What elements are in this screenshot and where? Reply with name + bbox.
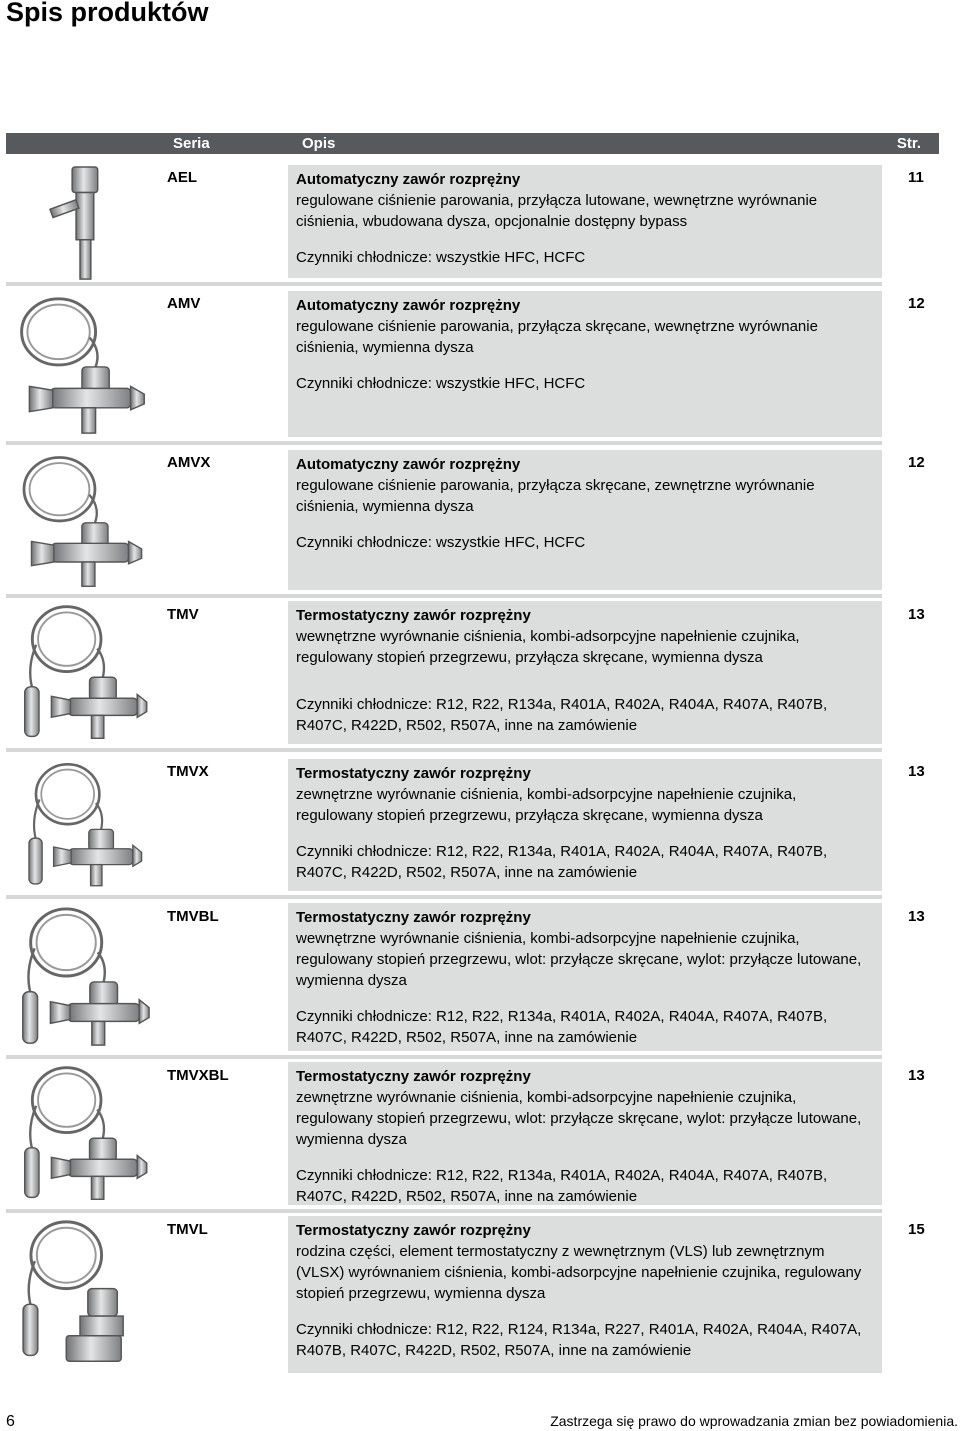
product-description: regulowane ciśnienie parowania, przyłącza skręcane, zewnętrzne wyrównanie ciśnienia, wymienna dysza — [296, 477, 815, 515]
series-name: AMV — [167, 295, 201, 312]
valve-tmvl-image — [10, 1216, 150, 1373]
product-type: Termostatyczny zawór rozprężny — [296, 1068, 531, 1085]
series-name: TMVXBL — [167, 1067, 229, 1084]
header-description — [294, 133, 939, 154]
series-name: AEL — [167, 169, 197, 186]
valve-amvx-image — [10, 450, 150, 590]
valve-tmvx-image — [10, 759, 150, 891]
row-separator — [6, 1209, 882, 1213]
row-separator — [6, 594, 882, 598]
refrigerants: Czynniki chłodnicze: R12, R22, R134a, R401A, R402A, R404A, R407A, R407B, R407C, R422D, R502, R507A, inne na zamówienie — [296, 1008, 828, 1046]
table-header — [6, 133, 933, 154]
refrigerants: Czynniki chłodnicze: R12, R22, R134a, R401A, R402A, R404A, R407A, R407B, R407C, R422D, R502, R507A, inne na zamówienie — [296, 696, 828, 734]
series-name: TMVL — [167, 1221, 208, 1238]
series-name: AMVX — [167, 454, 211, 471]
row-separator — [6, 1055, 882, 1059]
valve-tmv-image — [10, 601, 150, 744]
refrigerants: Czynniki chłodnicze: R12, R22, R134a, R401A, R402A, R404A, R407A, R407B, R407C, R422D, R502, R507A, inne na zamówienie — [296, 1167, 828, 1205]
page-ref: 13 — [908, 763, 925, 780]
description-cell — [288, 903, 882, 1051]
page-title: Spis produktów — [6, 0, 209, 27]
product-type: Termostatyczny zawór rozprężny — [296, 909, 531, 926]
header-image-cell — [6, 133, 160, 154]
row-separator — [6, 748, 882, 752]
product-type: Automatyczny zawór rozprężny — [296, 171, 521, 188]
header-series: Seria — [166, 133, 288, 154]
product-description: rodzina części, element termostatyczny z wewnętrznym (VLS) lub zewnętrznym (VLSX) wyrównaniem ciśnienia, kombi-adsorpcyjne napełnienie czujnika, regulowany stopień przegrzewu, wymienna dysza — [296, 1243, 862, 1302]
series-name: TMVX — [167, 763, 209, 780]
product-type: Termostatyczny zawór rozprężny — [296, 765, 531, 782]
refrigerants: Czynniki chłodnicze: wszystkie HFC, HCFC — [296, 375, 586, 392]
description-cell — [288, 759, 882, 891]
series-name: TMV — [167, 606, 199, 623]
row-separator — [6, 895, 882, 899]
page-number: 6 — [6, 1413, 15, 1430]
valve-amv-image — [10, 291, 150, 437]
valve-ael-image — [10, 165, 150, 283]
valve-tmvbl-image — [10, 903, 150, 1051]
description-cell — [288, 601, 882, 744]
product-type: Termostatyczny zawór rozprężny — [296, 1222, 531, 1239]
description-cell — [288, 165, 882, 278]
page-ref: 12 — [908, 295, 925, 312]
description-cell — [288, 291, 882, 437]
header-description-label: Opis — [302, 135, 336, 152]
header-page: Str. — [896, 135, 921, 152]
product-description: regulowane ciśnienie parowania, przyłącza skręcane, wewnętrzne wyrównanie ciśnienia, wymienna dysza — [296, 318, 818, 356]
description-cell — [288, 1216, 882, 1373]
page-ref: 11 — [908, 169, 924, 186]
product-type: Automatyczny zawór rozprężny — [296, 456, 521, 473]
page-ref: 12 — [908, 454, 925, 471]
product-type: Automatyczny zawór rozprężny — [296, 297, 521, 314]
refrigerants: Czynniki chłodnicze: wszystkie HFC, HCFC — [296, 249, 586, 266]
page-ref: 13 — [908, 606, 925, 623]
valve-tmvxbl-image — [10, 1062, 150, 1205]
product-type: Termostatyczny zawór rozprężny — [296, 607, 531, 624]
product-description: wewnętrzne wyrównanie ciśnienia, kombi-adsorpcyjne napełnienie czujnika, regulowany stopień przegrzewu, wlot: przyłącze skręcane, wylot: przyłącze lutowane, wymienna dysza — [296, 930, 862, 989]
row-separator — [6, 282, 882, 286]
page-ref: 13 — [908, 908, 925, 925]
page-ref: 13 — [908, 1067, 925, 1084]
page-ref: 15 — [908, 1221, 925, 1238]
product-description: zewnętrzne wyrównanie ciśnienia, kombi-adsorpcyjne napełnienie czujnika, regulowany stopień przegrzewu, wlot: przyłącze skręcane, wylot: przyłącze lutowane, wymienna dysza — [296, 1089, 862, 1148]
product-description: wewnętrzne wyrównanie ciśnienia, kombi-adsorpcyjne napełnienie czujnika, regulowany stopień przegrzewu, przyłącza skręcane, wymienna dysza — [296, 628, 800, 666]
product-description: zewnętrzne wyrównanie ciśnienia, kombi-adsorpcyjne napełnienie czujnika, regulowany stopień przegrzewu, przyłącza skręcane, wymienna dysza — [296, 786, 797, 824]
series-name: TMVBL — [167, 908, 219, 925]
description-cell — [288, 450, 882, 590]
refrigerants: Czynniki chłodnicze: R12, R22, R134a, R401A, R402A, R404A, R407A, R407B, R407C, R422D, R502, R507A, inne na zamówienie — [296, 843, 828, 881]
refrigerants: Czynniki chłodnicze: R12, R22, R124, R134a, R227, R401A, R402A, R404A, R407A, R407B, R407C, R422D, R502, R507A, inne na zamówienie — [296, 1321, 862, 1359]
product-description: regulowane ciśnienie parowania, przyłącza lutowane, wewnętrzne wyrównanie ciśnienia, wbudowana dysza, opcjonalnie dostępny bypass — [296, 192, 818, 230]
refrigerants: Czynniki chłodnicze: wszystkie HFC, HCFC — [296, 534, 586, 551]
row-separator — [6, 441, 882, 445]
description-cell — [288, 1062, 882, 1205]
footer-note: Zastrzega się prawo do wprowadzania zmian bez powiadomienia. — [550, 1413, 958, 1429]
